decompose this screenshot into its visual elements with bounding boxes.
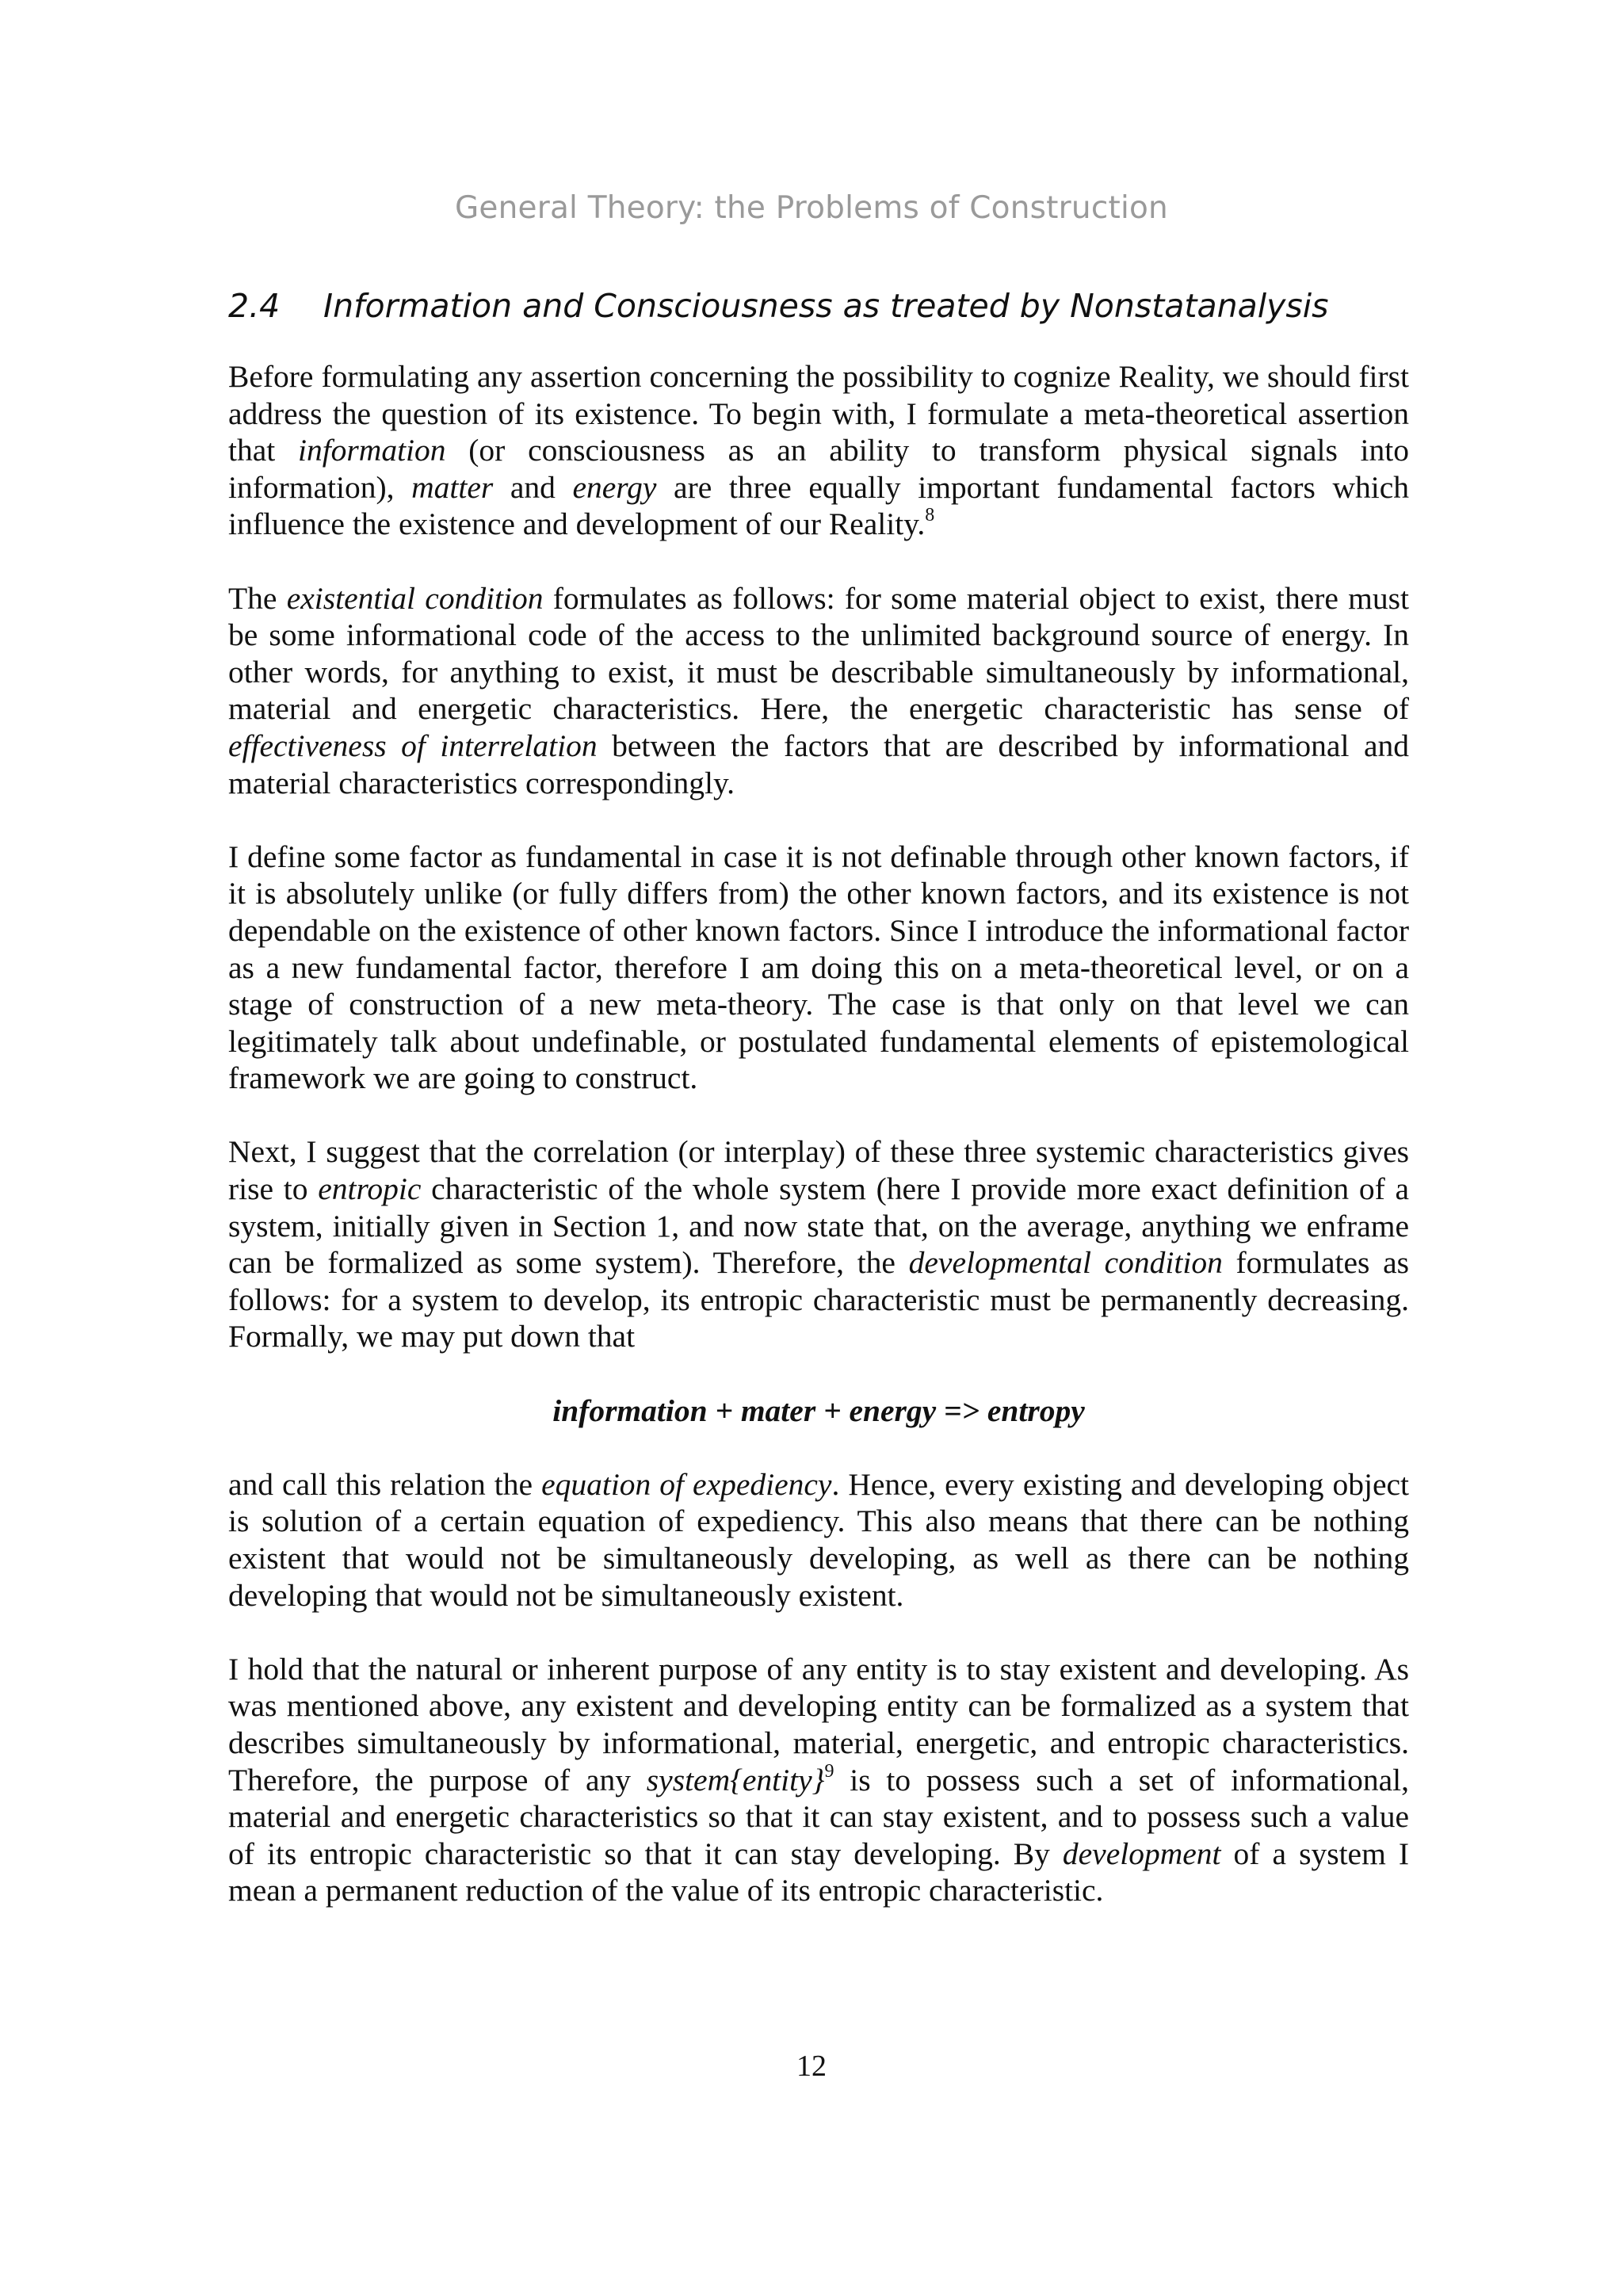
text-run: The [228, 580, 287, 616]
paragraph-3 [228, 839, 1409, 1097]
footnote-ref-9: 9 [824, 1760, 834, 1782]
text-run: formulates as follows: for a system to develop, its entropic characteristic must be permanently decreasing. Formally, we may put down that [228, 1245, 1409, 1354]
text-run: I hold that the natural or inherent purpose of any entity is to stay existent and developing. As was mentioned above, any existent and developing entity can be formalized as a system that describes simultaneously by informational, material, energetic, and entropic characteristics. Therefore, the purpose of any [228, 1651, 1409, 1797]
text-run: formulates as follows: for some material object to exist, there must be some informational code of the access to the unlimited background source of energy. In other words, for anything to exist, it must be describable simultaneously by informational, material and energetic characteristics. Here, the energetic characteristic has sense of [228, 580, 1410, 727]
section-number: 2.4 [228, 287, 281, 325]
paragraph-2 [228, 580, 1409, 802]
section-heading [228, 287, 1417, 325]
text-run: characteristic of the whole system (here I provide more exact definition of a system, initially given in Section 1, and now state that, on the average, anything we enframe can be formalized as some system). Therefore, the [228, 1171, 1409, 1281]
emphasis: information [297, 433, 446, 468]
text-run: between the factors that are described by informational and material characteristics correspondingly. [228, 728, 1410, 800]
paragraph-4 [228, 1133, 1409, 1355]
text-run: (or consciousness as an ability to transform physical signals into information), [228, 433, 1410, 505]
emphasis: matter [411, 469, 494, 505]
paragraph-6 [228, 1651, 1409, 1909]
emphasis: entropic [318, 1171, 422, 1207]
footnote-ref-8: 8 [925, 505, 935, 526]
text-run: and call this relation the [228, 1466, 542, 1502]
paragraph-1 [228, 358, 1409, 543]
text-run: Before formulating any assertion concerning the possibility to cognize Reality, we should first address the question of its existence. To begin with, I formulate a meta-theoretical assertion that [228, 359, 1409, 468]
text-run: I define some factor as fundamental in case it is not definable through other known factors, if it is absolutely unlike (or fully differs from) the other known factors, and its existence is not dependable on the existence of other known factors. Since I introduce the informational factor as a new fundamental factor, therefore I am doing this on a meta-theoretical level, or on a stage of construction of a new meta-theory. The case is that only on that level we can legitimately talk about undefinable, or postulated fundamental elements of epistemological framework we are going to construct. [228, 839, 1409, 1096]
emphasis: developmental condition [908, 1245, 1223, 1281]
text-run: of a system I mean a permanent reduction of the value of its entropic characteristic. [228, 1836, 1409, 1908]
emphasis: effectiveness of interrelation [228, 728, 598, 763]
equation-of-expediency: information + mater + energy => entropy [552, 1392, 1085, 1428]
text-run: . Hence, every existing and developing object is solution of a certain equation of expediency. This also means that there can be nothing existent that would not be simultaneously developing, as well as there can be nothing developing that would not be simultaneously existent. [228, 1466, 1409, 1613]
emphasis: energy [572, 469, 657, 505]
text-run: are three equally important fundamental factors which influence the existence and development of our Reality. [228, 469, 1409, 542]
emphasis: existential condition [286, 580, 544, 616]
text-run: and [493, 469, 573, 505]
body-text [228, 358, 1409, 1946]
text-run: Next, I suggest that the correlation (or interplay) of these three systemic characteristics gives rise to [228, 1134, 1409, 1207]
page-number: 12 [796, 2050, 827, 2083]
text-run: is to possess such a set of informational, material and energetic characteristics so that it can stay existent, and to possess such a value of its entropic characteristic so that it can stay developing. By [228, 1762, 1409, 1871]
section-title: Information and Consciousness as treated by Nonstatanalysis [323, 287, 1329, 325]
paragraph-5 [228, 1466, 1409, 1614]
emphasis: development [1062, 1836, 1221, 1871]
emphasis: system{entity} [646, 1762, 825, 1797]
emphasis: equation of expediency [541, 1466, 832, 1502]
running-header: General Theory: the Problems of Construction [455, 190, 1168, 226]
